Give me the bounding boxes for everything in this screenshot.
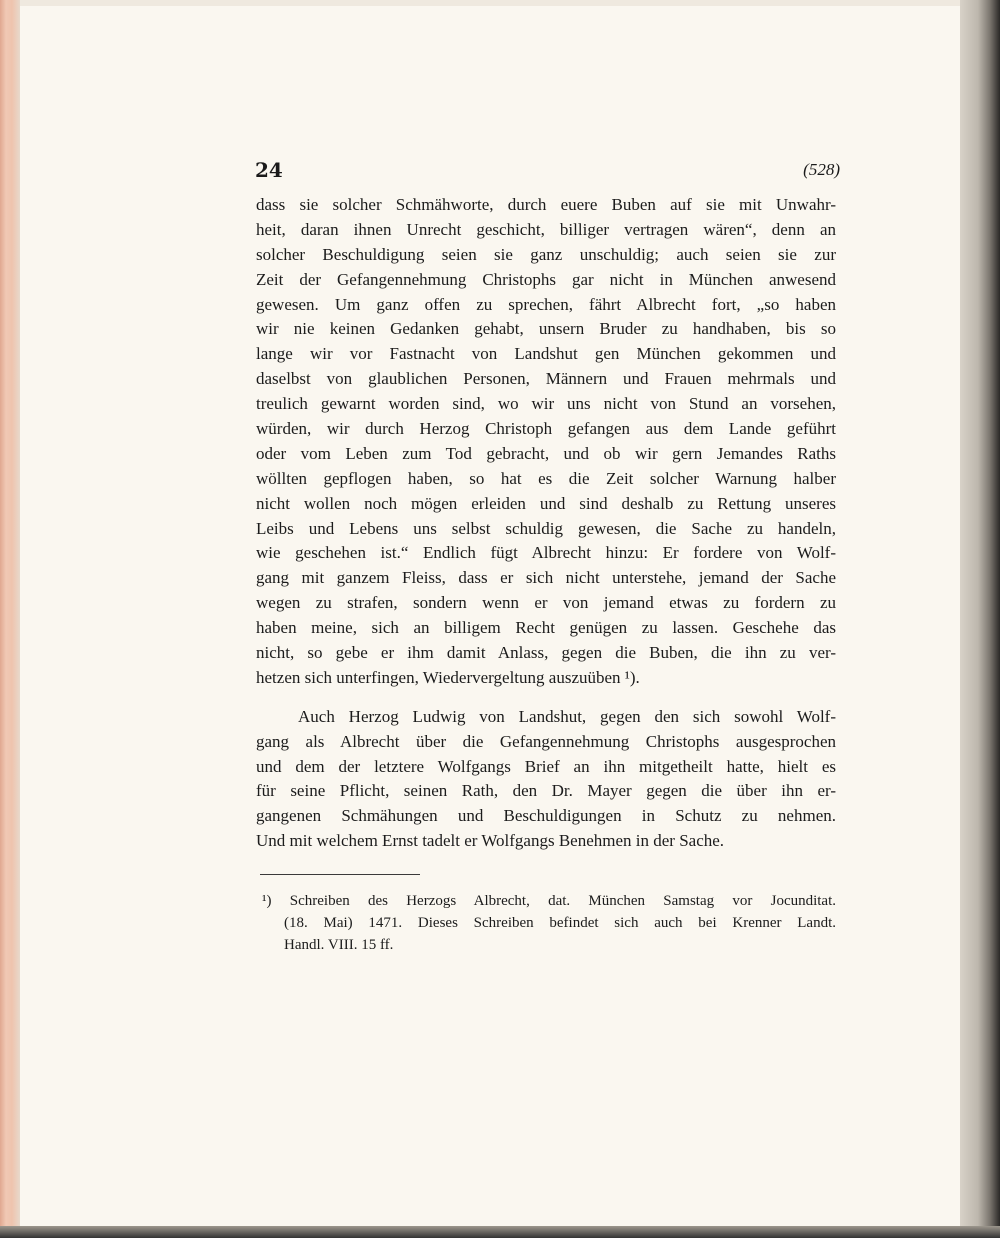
body-line: Und mit welchem Ernst tadelt er Wolfgangs Benehmen in der Sache. [256,831,725,851]
body-line: lange wir vor Fastnacht von Landshut gen München gekommen und [256,344,836,364]
footnotes [262,890,836,956]
body-line: treulich gewarnt worden sind, wo wir uns nicht von Stund an vorsehen, [256,394,836,414]
body-line: Leibs und Lebens uns selbst schuldig gewesen, die Sache zu handeln, [256,518,836,538]
body-line: Auch Herzog Ludwig von Landshut, gegen den sich sowohl Wolf- [298,706,836,726]
body-text [256,193,836,854]
body-line: wöllten gepflogen haben, so hat es die Zeit solcher Warnung halber [256,468,836,488]
original-page-number: (528) [803,160,840,179]
body-line: solcher Beschuldigung seien sie ganz unschuldig; auch seien sie zur [256,244,836,264]
body-line: gang mit ganzem Fleiss, dass er sich nicht unterstehe, jemand der Sache [256,568,836,588]
footnote-text: Schreiben des Herzogs Albrecht, dat. München Samstag vor Jocunditat. [289,893,837,909]
body-line: dass sie solcher Schmähworte, durch euere Buben auf sie mit Unwahr- [256,195,836,214]
body-line: gewesen. Um ganz offen zu sprechen, fährt Albrecht fort, „so haben [256,294,836,314]
body-line: oder vom Leben zum Tod gebracht, und ob wir gern Jemandes Raths [256,443,836,463]
page-number: 24 [255,158,283,182]
footnote-marker: ¹) [262,893,272,909]
body-line: gang als Albrecht über die Gefangennehmung Christophs ausgesprochen [256,731,836,751]
footnote-divider [260,874,420,875]
body-line: würden, wir durch Herzog Christoph gefangen aus dem Lande geführt [256,419,836,439]
body-line: nicht wollen noch mögen erleiden und sind deshalb zu Rettung unseres [256,493,836,513]
body-line: für seine Pflicht, seinen Rath, den Dr. Mayer gegen die über ihn er- [256,781,836,801]
book-bottom-edge [0,1226,1000,1238]
body-line: gangenen Schmähungen und Beschuldigungen in Schutz zu nehmen. [256,806,836,826]
footnote-line [262,890,836,912]
body-line: haben meine, sich an billigem Recht genügen zu lassen. Geschehe das [256,618,836,638]
footnote-line: Handl. VIII. 15 ff. [284,937,394,953]
body-line: und dem der letztere Wolfgangs Brief an ihn mitgetheilt hatte, hielt es [256,756,836,776]
body-line: wir nie keinen Gedanken gehabt, unsern Bruder zu handhaben, bis so [256,319,836,339]
body-line: hetzen sich unterfingen, Wiedervergeltung auszuüben ¹). [256,667,640,687]
book-right-edge [960,0,1000,1238]
body-line: daselbst von glaublichen Personen, Männern und Frauen mehrmals und [256,369,836,389]
footnote-line: (18. Mai) 1471. Dieses Schreiben befindet sich auch bei Krenner Landt. [284,915,836,931]
body-line: wie geschehen ist.“ Endlich fügt Albrecht hinzu: Er fordere von Wolf- [256,543,836,563]
book-left-edge [0,0,20,1238]
body-line: heit, daran ihnen Unrecht geschicht, billiger vertragen wären“, denn an [256,219,836,239]
page-header [255,158,840,184]
paragraph-gap [256,691,836,705]
body-line: nicht, so gebe er ihm damit Anlass, gegen die Buben, die ihn zu ver- [256,643,836,663]
body-line: wegen zu strafen, sondern wenn er von jemand etwas zu fordern zu [256,593,836,613]
body-line: Zeit der Gefangennehmung Christophs gar nicht in München anwesend [256,269,836,289]
